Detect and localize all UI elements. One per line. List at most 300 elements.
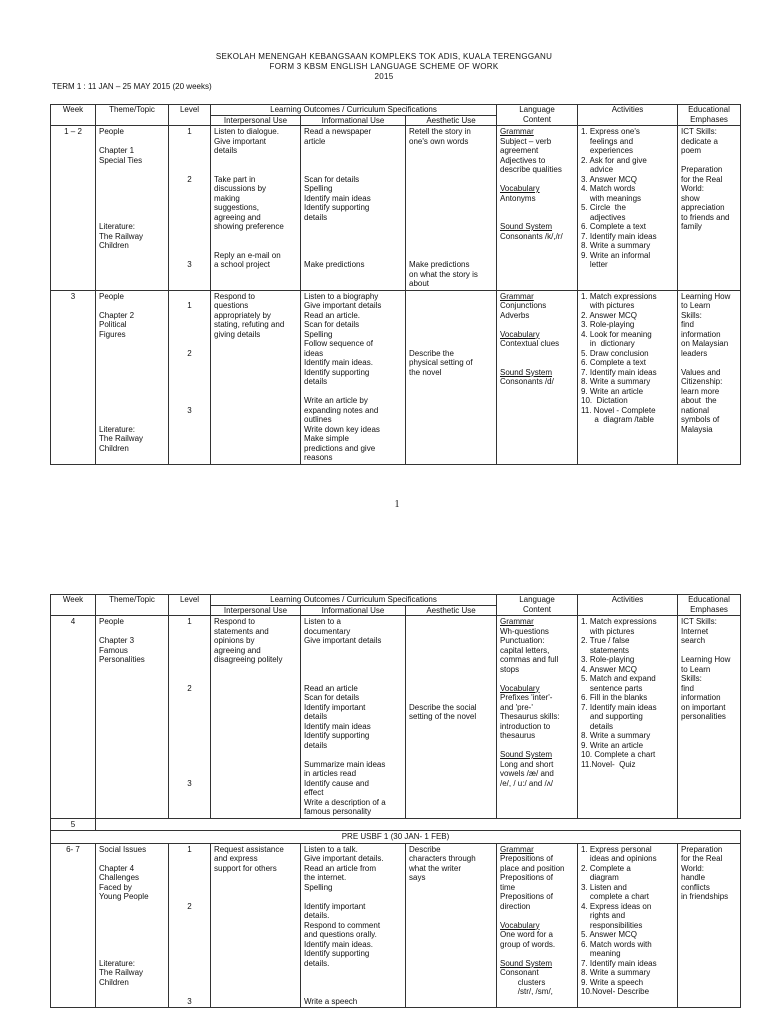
theme-line — [99, 930, 165, 940]
emphasis-line: conflicts — [681, 882, 710, 892]
emphasis-line: leaders — [681, 348, 708, 358]
activity-line: 7. Identify main ideas — [581, 231, 657, 241]
theme-line: Children — [99, 977, 129, 987]
theme-header: Theme/Topic — [96, 105, 169, 126]
informational-line: Read a newspaper — [304, 127, 372, 136]
activity-line: 3. Role-playing — [581, 320, 635, 329]
emphasis-line: World: — [681, 863, 704, 873]
informational-line: Give important details — [304, 301, 382, 310]
interpersonal-line: Take part in — [214, 174, 256, 184]
informational-line: Identify important — [304, 901, 366, 911]
aesthetic-line — [409, 232, 493, 242]
week-cell: 5 — [51, 818, 96, 831]
theme-line: Chapter 1 — [99, 146, 135, 155]
informational-cell — [301, 126, 406, 291]
informational-cell — [301, 290, 406, 464]
aesthetic-line — [409, 646, 493, 656]
activity-line: 6. Complete a text — [581, 358, 646, 367]
informational-line: outlines — [304, 415, 332, 424]
language-line — [500, 741, 574, 751]
language-line: Sound System — [500, 222, 553, 231]
activity-line: 8. Write a summary — [581, 377, 651, 386]
activities-cell — [578, 616, 678, 819]
activities-header: Activities — [578, 595, 678, 616]
activity-line: 2. Complete a — [581, 863, 631, 873]
activity-line: 5. Match and expand — [581, 674, 656, 683]
level-number — [172, 330, 207, 340]
level-number — [172, 222, 207, 232]
interpersonal-header: Interpersonal Use — [211, 605, 301, 616]
level-number — [172, 646, 207, 656]
level-number — [172, 959, 207, 969]
emphasis-line: Skills: — [681, 674, 702, 683]
informational-line: details — [304, 712, 328, 721]
theme-line: People — [99, 291, 124, 301]
aesthetic-cell — [406, 843, 497, 1008]
emphasis-line: to Learn — [681, 664, 711, 674]
interpersonal-line: support for others — [214, 863, 277, 873]
aesthetic-line — [409, 156, 493, 166]
language-line: Long and short — [500, 759, 554, 769]
theme-cell — [96, 126, 169, 291]
activity-line: 11. Novel - Complete — [581, 405, 656, 415]
language-line: Thesaurus skills: — [500, 712, 560, 721]
activity-line: 9. Write an informal — [581, 250, 651, 260]
level-number: 2 — [187, 901, 192, 911]
level-cell — [169, 290, 211, 464]
informational-line: details. — [304, 958, 330, 968]
informational-line: Identify main ideas — [304, 721, 371, 731]
interpersonal-cell — [211, 616, 301, 819]
interpersonal-cell — [211, 126, 301, 291]
theme-line: People — [99, 127, 124, 136]
aesthetic-line — [409, 339, 493, 349]
interpersonal-line: Give important — [214, 136, 267, 146]
informational-line — [304, 165, 402, 175]
language-line: Vocabulary — [500, 683, 540, 693]
level-number — [172, 320, 207, 330]
theme-line: People — [99, 617, 124, 626]
language-line: Consonant — [500, 968, 539, 977]
level-number — [172, 377, 207, 387]
informational-line — [304, 232, 402, 242]
level-number — [172, 137, 207, 147]
informational-line: in articles read — [304, 769, 357, 778]
informational-line: ideas — [304, 348, 324, 358]
aesthetic-line — [409, 655, 493, 665]
interpersonal-line: questions — [214, 301, 249, 310]
language-line: Contextual clues — [500, 339, 560, 348]
activity-line: feelings and — [581, 136, 634, 146]
emphasis-line: information — [681, 329, 721, 339]
aesthetic-line: on what the story is — [409, 269, 478, 279]
theme-cell — [96, 290, 169, 464]
theme-line — [99, 940, 165, 950]
informational-line — [304, 251, 402, 261]
informational-line — [304, 146, 402, 156]
emphasis-line: family — [681, 222, 702, 231]
informational-line: details — [304, 377, 328, 386]
language-line: Prepositions of — [500, 892, 553, 901]
activity-line: 2. Answer MCQ — [581, 310, 638, 320]
interpersonal-line: stating, refuting and — [214, 320, 285, 329]
level-number — [172, 892, 207, 902]
level-number — [172, 674, 207, 684]
language-line — [500, 320, 574, 330]
language-line: Prepositions of — [500, 854, 553, 863]
emphases-header: Educational Emphases — [678, 105, 741, 126]
exam-banner: PRE USBF 1 (30 JAN- 1 FEB) — [51, 831, 741, 844]
informational-line — [304, 665, 402, 675]
aesthetic-line — [409, 320, 493, 330]
emphasis-line: dedicate a — [681, 136, 718, 146]
informational-line: Identify supporting — [304, 949, 370, 958]
activity-line: experiences — [581, 146, 634, 155]
activity-line: adjectives — [581, 212, 626, 222]
emphasis-line: poem — [681, 146, 702, 155]
language-line: group of words. — [500, 939, 556, 949]
theme-line — [99, 406, 165, 416]
theme-line: Personalities — [99, 655, 145, 664]
informational-line: reasons — [304, 453, 333, 462]
informational-header: Informational Use — [301, 115, 406, 126]
banner-row — [51, 831, 741, 844]
informational-line: Identify cause and — [304, 778, 369, 788]
level-number: 1 — [187, 617, 192, 626]
document-title: FORM 3 KBSM ENGLISH LANGUAGE SCHEME OF WORK — [269, 62, 499, 71]
interpersonal-line: showing preference — [214, 222, 284, 231]
theme-cell — [96, 843, 169, 1008]
theme-line: Literature: — [99, 222, 136, 231]
informational-header: Informational Use — [301, 605, 406, 616]
theme-line: Chapter 2 — [99, 310, 135, 320]
activity-line: 4. Express ideas on — [581, 901, 652, 911]
theme-line — [99, 921, 165, 931]
language-line: Vocabulary — [500, 329, 540, 339]
level-number — [172, 968, 207, 978]
informational-line: expanding notes and — [304, 405, 379, 415]
document-year: 2015 — [374, 72, 394, 81]
aesthetic-line — [409, 213, 493, 223]
theme-line — [99, 368, 165, 378]
level-number: 3 — [187, 260, 192, 269]
activities-cell — [578, 290, 678, 464]
informational-line — [304, 655, 402, 665]
level-number — [172, 873, 207, 883]
emphasis-line: Learning How — [681, 291, 731, 301]
emphases-cell — [678, 843, 741, 1008]
informational-line — [304, 222, 402, 232]
emphasis-line — [681, 156, 737, 166]
language-line: /str/, /sm/, — [500, 987, 553, 996]
theme-line — [99, 194, 165, 204]
activity-line: 10. Complete a chart — [581, 750, 656, 759]
week-cell: 6- 7 — [51, 843, 96, 1008]
emphasis-line: World: — [681, 184, 704, 193]
activities-header: Activities — [578, 105, 678, 126]
activity-line: 3. Answer MCQ — [581, 174, 638, 184]
level-number — [172, 978, 207, 988]
level-number — [172, 184, 207, 194]
activity-line: 2. Ask for and give — [581, 155, 647, 165]
informational-line: Scan for details — [304, 320, 360, 329]
informational-line: Give important details — [304, 636, 382, 645]
language-line: clusters — [500, 977, 546, 987]
theme-line: The Railway — [99, 434, 144, 443]
emphases-header: Educational Emphases — [678, 595, 741, 616]
language-line: Punctuation: — [500, 636, 545, 645]
level-number: 3 — [187, 778, 192, 788]
emphasis-line: information — [681, 693, 721, 702]
theme-cell — [96, 616, 169, 819]
theme-line — [99, 213, 165, 223]
theme-line — [99, 165, 165, 175]
aesthetic-cell — [406, 616, 497, 819]
activity-line: 11.Novel- Quiz — [581, 759, 636, 769]
level-number — [172, 339, 207, 349]
level-number — [172, 731, 207, 741]
table-row — [51, 126, 741, 291]
informational-line: Make predictions — [304, 260, 365, 269]
aesthetic-line — [409, 627, 493, 637]
level-number — [172, 921, 207, 931]
table-row — [51, 290, 741, 464]
activity-line: with pictures — [581, 301, 635, 310]
aesthetic-header: Aesthetic Use — [406, 605, 497, 616]
language-line — [500, 674, 574, 684]
language-line: Sound System — [500, 958, 553, 968]
activity-line: 6. Fill in the blanks — [581, 693, 648, 702]
activity-line: 4. Answer MCQ — [581, 664, 638, 674]
informational-line: Read an article — [304, 683, 358, 693]
aesthetic-line — [409, 674, 493, 684]
emphasis-line: show — [681, 193, 700, 203]
activity-line: responsibilities — [581, 920, 643, 930]
activity-line: ideas and opinions — [581, 854, 657, 863]
informational-line: Identify supporting — [304, 203, 370, 212]
emphases-cell — [678, 616, 741, 819]
informational-line — [304, 978, 402, 988]
language-line — [500, 949, 574, 959]
level-number — [172, 987, 207, 997]
emphasis-line: to Learn — [681, 301, 711, 310]
interpersonal-line: Reply an e-mail on — [214, 250, 281, 260]
language-line — [500, 911, 574, 921]
activity-line: 1. Match expressions — [581, 291, 657, 301]
level-number — [172, 627, 207, 637]
theme-line: Famous — [99, 645, 128, 655]
outcomes-header: Learning Outcomes / Curriculum Specifications — [211, 595, 497, 606]
interpersonal-line: a school project — [214, 260, 271, 269]
activity-line: meaning — [581, 949, 621, 958]
level-number — [172, 368, 207, 378]
informational-line: Write down key ideas — [304, 424, 380, 434]
informational-line: Respond to comment — [304, 920, 381, 930]
language-line: thesaurus — [500, 731, 536, 740]
interpersonal-line — [214, 232, 297, 242]
informational-line: Spelling — [304, 184, 333, 193]
informational-line: Write a description of a — [304, 797, 386, 807]
theme-line: The Railway — [99, 231, 144, 241]
language-cell — [497, 290, 578, 464]
emphasis-line: Malaysia — [681, 424, 713, 434]
activity-line: 8. Write a summary — [581, 731, 651, 740]
level-number — [172, 940, 207, 950]
emphasis-line: Skills: — [681, 310, 702, 320]
informational-line: Scan for details — [304, 174, 360, 184]
theme-header: Theme/Topic — [96, 595, 169, 616]
aesthetic-line — [409, 203, 493, 213]
activity-line: with meanings — [581, 193, 642, 203]
emphasis-line: Citizenship: — [681, 377, 723, 386]
theme-line — [99, 627, 165, 637]
aesthetic-line: setting of the novel — [409, 712, 477, 721]
informational-line: Listen to a — [304, 617, 341, 626]
informational-line — [304, 987, 402, 997]
informational-line: Spelling — [304, 882, 333, 892]
level-number — [172, 693, 207, 703]
level-number — [172, 760, 207, 770]
page-number: 1 — [394, 499, 400, 510]
informational-line — [304, 674, 402, 684]
level-number — [172, 665, 207, 675]
interpersonal-line: appropriately by — [214, 310, 271, 320]
theme-line: Young People — [99, 892, 149, 901]
activity-line: 1. Match expressions — [581, 617, 657, 626]
emphases-cell — [678, 290, 741, 464]
theme-line: Figures — [99, 329, 126, 339]
emphasis-line: symbols of — [681, 415, 720, 424]
school-name: SEKOLAH MENENGAH KEBANGSAAN KOMPLEKS TOK ADIS, KUALA TERENGGANU — [215, 52, 553, 61]
informational-line: Read an article. — [304, 310, 361, 320]
aesthetic-line — [409, 311, 493, 321]
emphasis-line: on Malaysian — [681, 339, 729, 348]
theme-line: Chapter 4 — [99, 863, 135, 873]
interpersonal-line — [214, 165, 297, 175]
interpersonal-line: Respond to — [214, 291, 255, 301]
informational-line: Read an article from — [304, 863, 377, 873]
emphasis-line: Learning How — [681, 655, 731, 664]
activity-line: 10.Novel- Describe — [581, 987, 650, 996]
table-row — [51, 818, 741, 831]
level-number — [172, 750, 207, 760]
aesthetic-line — [409, 165, 493, 175]
level-number — [172, 636, 207, 646]
language-line: Prefixes 'inter'- — [500, 693, 553, 702]
level-cell — [169, 126, 211, 291]
activity-line: complete a chart — [581, 892, 650, 901]
language-line: Grammar — [500, 617, 534, 626]
table-row — [51, 843, 741, 1008]
aesthetic-cell — [406, 126, 497, 291]
theme-line — [99, 911, 165, 921]
language-line: vowels /æ/ and — [500, 769, 554, 778]
language-line: and 'pre-' — [500, 702, 533, 712]
language-line: Subject – verb — [500, 136, 552, 146]
language-line: Wh-questions — [500, 626, 549, 636]
informational-line: article — [304, 136, 326, 146]
level-number — [172, 864, 207, 874]
week-cell: 1 – 2 — [51, 126, 96, 291]
interpersonal-line: giving details — [214, 329, 261, 339]
theme-line — [99, 396, 165, 406]
emphasis-line: in friendships — [681, 892, 729, 901]
theme-line — [99, 902, 165, 912]
interpersonal-line — [214, 241, 297, 251]
informational-line — [304, 387, 402, 397]
aesthetic-line — [409, 222, 493, 232]
emphasis-line — [681, 358, 737, 368]
informational-line — [304, 156, 402, 166]
level-number — [172, 712, 207, 722]
interpersonal-line: details — [214, 146, 238, 155]
interpersonal-line: discussions by — [214, 184, 267, 193]
aesthetic-line — [409, 241, 493, 251]
informational-line: Make simple — [304, 434, 349, 443]
level-number: 3 — [187, 996, 192, 1006]
level-number — [172, 769, 207, 779]
emphasis-line: Internet — [681, 626, 709, 636]
language-line: direction — [500, 901, 531, 911]
level-number — [172, 854, 207, 864]
informational-line — [304, 241, 402, 251]
level-number — [172, 741, 207, 751]
aesthetic-line — [409, 330, 493, 340]
informational-line: Listen to a talk. — [304, 844, 358, 854]
aesthetic-line — [409, 301, 493, 311]
theme-line: Social Issues — [99, 844, 147, 854]
activity-line: 8. Write a summary — [581, 241, 651, 250]
level-number: 2 — [187, 174, 192, 184]
language-line: Vocabulary — [500, 920, 540, 930]
activity-line: 4. Look for meaning — [581, 329, 652, 339]
level-cell — [169, 843, 211, 1008]
level-number — [172, 194, 207, 204]
interpersonal-line: disagreeing politely — [214, 655, 283, 664]
level-header: Level — [169, 105, 211, 126]
emphasis-line: handle — [681, 873, 706, 882]
informational-line: documentary — [304, 626, 351, 636]
theme-line — [99, 358, 165, 368]
level-number — [172, 703, 207, 713]
week-header: Week — [51, 105, 96, 126]
language-line: Sound System — [500, 750, 553, 759]
activity-line: advice — [581, 165, 614, 174]
week-cell: 4 — [51, 616, 96, 819]
language-cell — [497, 843, 578, 1008]
emphasis-line: for the Real — [681, 174, 723, 184]
aesthetic-line — [409, 693, 493, 703]
activity-line: 8. Write a summary — [581, 968, 651, 977]
theme-line — [99, 854, 165, 864]
emphasis-line: ICT Skills: — [681, 617, 717, 626]
aesthetic-line — [409, 617, 493, 627]
language-cell — [497, 126, 578, 291]
emphasis-line: about the — [681, 396, 717, 405]
language-line — [500, 358, 574, 368]
activities-cell — [578, 843, 678, 1008]
aesthetic-line: about — [409, 279, 430, 288]
activity-line: 6. Match words with — [581, 939, 652, 949]
interpersonal-line: Request assistance — [214, 844, 284, 854]
theme-line — [99, 175, 165, 185]
language-line: Grammar — [500, 291, 534, 301]
interpersonal-line: making — [214, 193, 240, 203]
activity-line: 10. Dictation — [581, 396, 628, 405]
theme-line — [99, 301, 165, 311]
interpersonal-line — [214, 156, 297, 166]
informational-line: Summarize main ideas — [304, 759, 386, 769]
